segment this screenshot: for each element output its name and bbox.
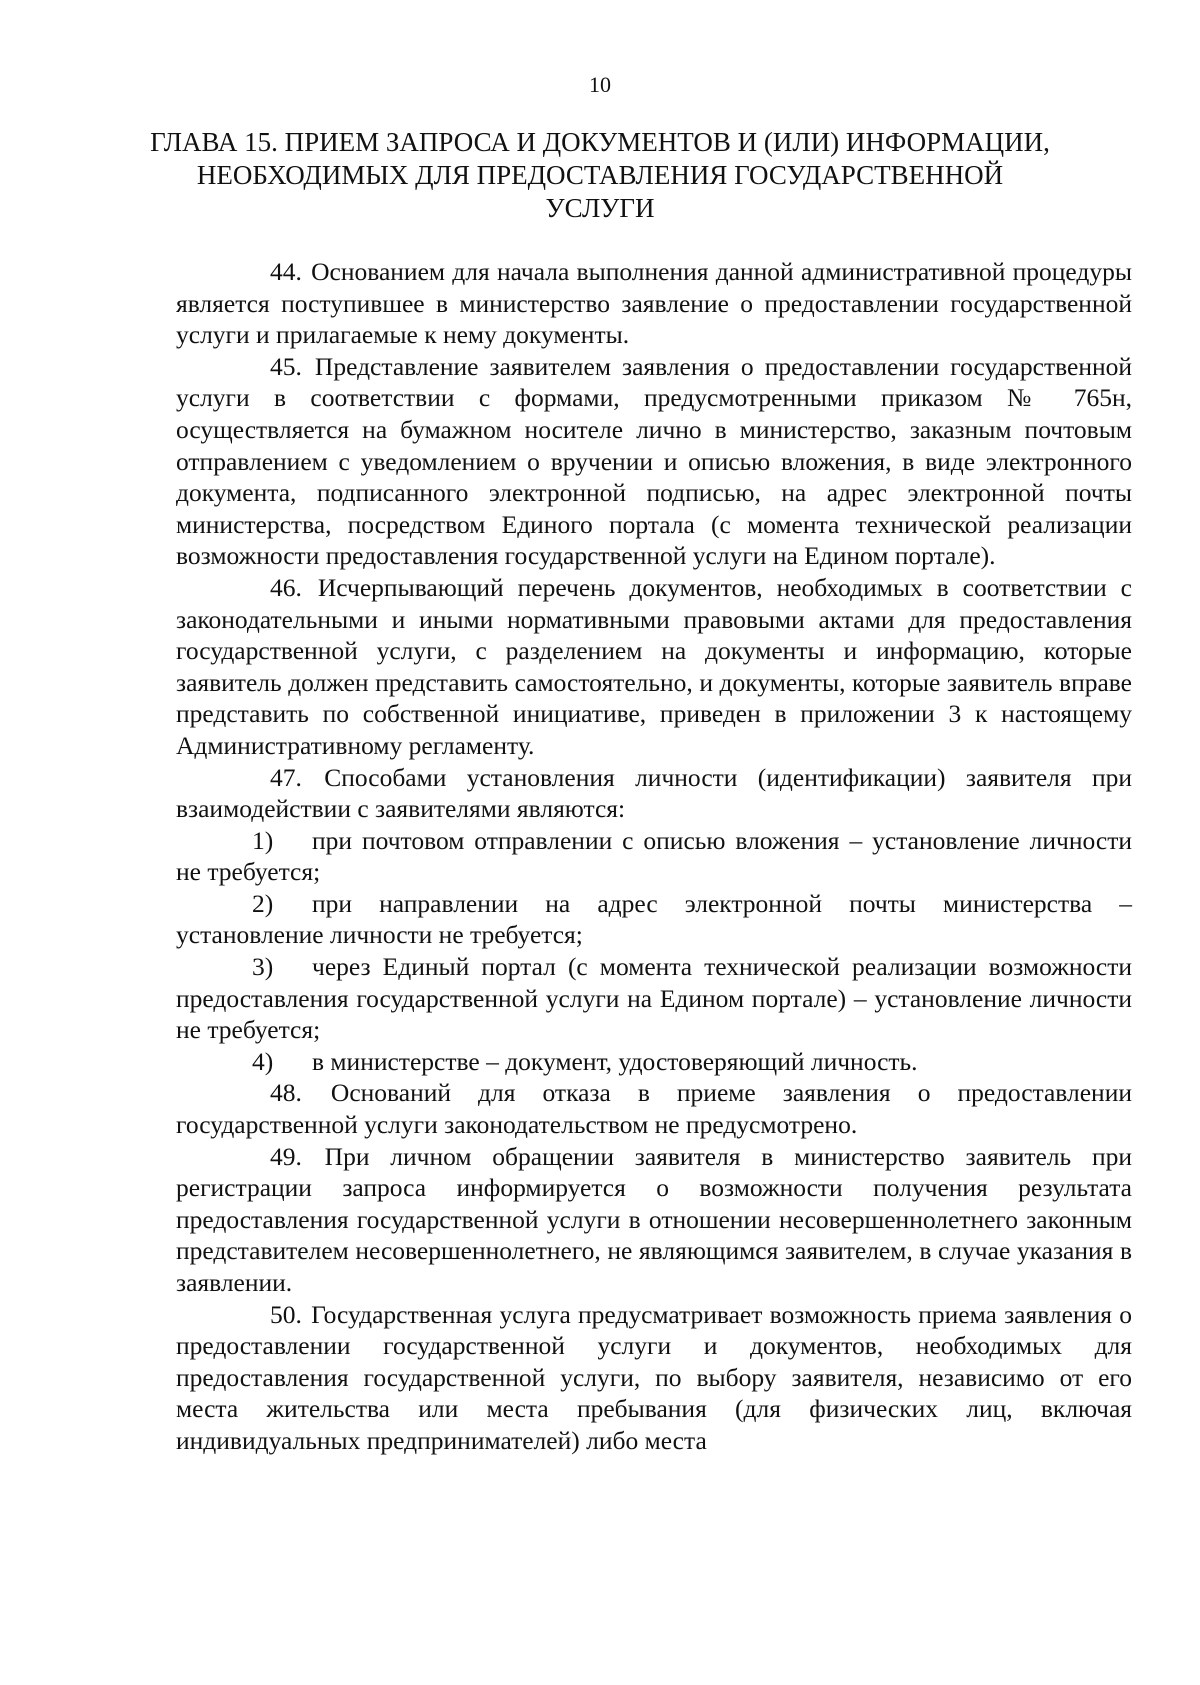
paragraph-number: 48. bbox=[270, 1078, 302, 1108]
heading-line-2: НЕОБХОДИМЫХ ДЛЯ ПРЕДОСТАВЛЕНИЯ ГОСУДАРСТВЕННОЙ bbox=[196, 160, 1004, 190]
paragraph-46 bbox=[176, 572, 1132, 762]
list-item-number: 1) bbox=[252, 825, 274, 855]
paragraph-number: 49. bbox=[270, 1141, 302, 1171]
list-item-text: при направлении на адрес электронной почты министерства – установление личности не требуется; bbox=[176, 888, 1132, 950]
paragraph-text: Способами установления личности (идентификации) заявителя при взаимодействии с заявителями являются: bbox=[176, 762, 1132, 824]
paragraph-text: Государственная услуга предусматривает возможность приема заявления о предоставлении государственной услуги и документов, необходимых для предоставления государственной услуги, по выбору заявителя, независимо от его места жительства или места пребывания (для физических лиц, включая индивидуальных предпринимателей) либо места bbox=[176, 1299, 1132, 1455]
list-item-1 bbox=[176, 825, 1132, 888]
list-item-number: 2) bbox=[252, 888, 274, 918]
paragraph-text: При личном обращении заявителя в министерство заявитель при регистрации запроса информируется о возможности получения результата предоставления государственной услуги в отношении несовершеннолетнего законным представителем несовершеннолетнего, не являющимся заявителем, в случае указания в заявлении. bbox=[176, 1141, 1133, 1297]
list-item-number: 4) bbox=[252, 1046, 274, 1076]
paragraph-text: Представление заявителем заявления о предоставлении государственной услуги в соответствии с формами, предусмотренными приказом № 765н, осуществляется на бумажном носителе лично в министерство, заказным почтовым отправлением с уведомлением о вручении и описью вложения, в виде электронного документа, подписанного электронной подписью, на адрес электронной почты министерства, посредством Единого портала (с момента технической реализации возможности предоставления государственной услуги на Едином портале). bbox=[176, 351, 1133, 571]
list-item-2 bbox=[176, 888, 1132, 951]
page-number: 10 bbox=[589, 72, 611, 97]
paragraph-49 bbox=[176, 1141, 1132, 1299]
list-item-number: 3) bbox=[252, 952, 274, 982]
paragraph-50 bbox=[176, 1299, 1132, 1457]
list-item-text: в министерстве – документ, удостоверяющий личность. bbox=[312, 1046, 918, 1076]
list-item-4 bbox=[176, 1046, 1132, 1078]
paragraph-text: Исчерпывающий перечень документов, необходимых в соответствии с законодательными и иными нормативными правовыми актами для предоставления государственной услуги, с разделением на документы и информацию, которые заявитель должен представить самостоятельно, и документы, которые заявитель вправе представить по собственной инициативе, приведен в приложении 3 к настоящему Административному регламенту. bbox=[176, 572, 1132, 760]
paragraph-47 bbox=[176, 762, 1132, 825]
paragraph-number: 50. bbox=[270, 1299, 302, 1329]
heading-line-1: ГЛАВА 15. ПРИЕМ ЗАПРОСА И ДОКУМЕНТОВ И (ИЛИ) ИНФОРМАЦИИ, bbox=[150, 127, 1050, 157]
document-body bbox=[176, 256, 1132, 1457]
list-item-text: через Единый портал (с момента технической реализации возможности предоставления государственной услуги на Едином портале) – установление личности не требуется; bbox=[176, 952, 1132, 1045]
paragraph-number: 44. bbox=[270, 257, 302, 286]
paragraph-44 bbox=[176, 256, 1132, 351]
list-item-3 bbox=[176, 951, 1132, 1046]
paragraph-48 bbox=[176, 1077, 1132, 1140]
paragraph-number: 45. bbox=[270, 351, 302, 381]
paragraph-number: 47. bbox=[270, 762, 302, 792]
chapter-heading bbox=[150, 126, 1050, 225]
paragraph-text: Основанием для начала выполнения данной административной процедуры является поступившее в министерство заявление о предоставлении государственной услуги и прилагаемые к нему документы. bbox=[176, 257, 1132, 350]
paragraph-number: 46. bbox=[270, 572, 302, 602]
list-item-text: при почтовом отправлении с описью вложения – установление личности не требуется; bbox=[176, 825, 1132, 887]
paragraph-45 bbox=[176, 351, 1132, 572]
heading-line-3: УСЛУГИ bbox=[545, 193, 655, 223]
paragraph-text: Оснований для отказа в приеме заявления о предоставлении государственной услуги законодательством не предусмотрено. bbox=[176, 1078, 1132, 1140]
